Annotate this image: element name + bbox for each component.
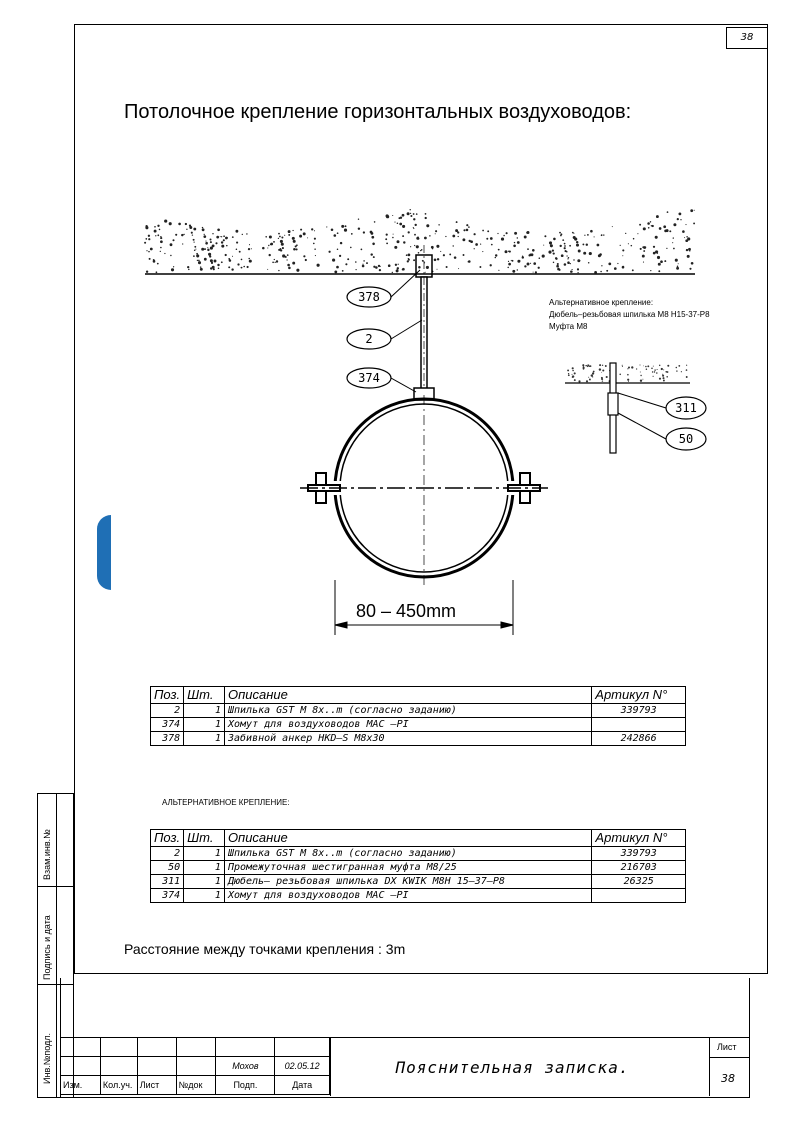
callout-311: 311	[675, 401, 697, 415]
ceiling-concrete	[144, 209, 695, 274]
table-row: 2 1 Шпилька GST M 8x..m (согласно заданию) 339793	[151, 847, 686, 861]
header-desc: Описание	[224, 830, 591, 847]
table-header-row	[151, 830, 686, 847]
table-row: 378 1 Забивной анкер HKD–S M8x30 242866	[151, 732, 686, 746]
stamp-label-replacement: Взам.инв.№	[42, 829, 52, 880]
spec-table-main	[150, 686, 686, 746]
alt-mount-heading: АЛЬТЕРНАТИВНОЕ КРЕПЛЕНИЕ:	[162, 798, 290, 807]
table-row: 50 1 Промежуточная шестигранная муфта M8/25 216703	[151, 861, 686, 875]
mount-distance-note: Расстояние между точками крепления : 3m	[124, 941, 406, 957]
stamp-label-signature-date: Подпись и дата	[42, 915, 52, 980]
decorative-blue-shape	[97, 515, 111, 590]
table-row: 374 1 Хомут для воздуховодов MAC –PI	[151, 889, 686, 903]
alt-mount-note	[549, 297, 710, 333]
alt-note-line1: Альтернативное крепление:	[549, 298, 654, 307]
page-title: Потолочное крепление горизонтальных воздуховодов:	[124, 101, 632, 123]
table-row: 2 1 Шпилька GST M 8x..m (согласно заданию) 339793	[151, 704, 686, 718]
callout-374: 374	[358, 371, 380, 385]
page-number-box: 38	[726, 27, 768, 49]
header-pos: Поз.	[151, 687, 184, 704]
header-qty: Шт.	[184, 830, 225, 847]
sheet-number: 38	[721, 1072, 735, 1085]
sheet-label: Лист	[717, 1042, 737, 1052]
alt-mount-drawing	[560, 345, 720, 455]
table-row: 311 1 Дюбель– резьбовая шпилька DX KWIK M8H 15–37–P8 26325	[151, 875, 686, 889]
header-article: Артикул N°	[592, 830, 686, 847]
callout-2: 2	[365, 332, 373, 346]
signer-name: Мохов	[216, 1057, 275, 1076]
header-qty: Шт.	[184, 687, 225, 704]
callout-50: 50	[678, 432, 694, 446]
callout-378: 378	[358, 290, 380, 304]
title-block	[60, 978, 750, 1098]
dimension-label: 80 – 450mm	[356, 601, 457, 621]
alt-note-line3: Муфта M8	[549, 322, 588, 331]
table-header-row	[151, 687, 686, 704]
title-block-grid: Мохов 02.05.12 Изм. Кол.уч. Лист №док Подп. Дата	[60, 1037, 330, 1095]
header-desc: Описание	[225, 687, 592, 704]
alt-note-line2: Дюбель–резьбовая шпилька M8 H15-37-P8	[549, 310, 710, 319]
table-row: 374 1 Хомут для воздуховодов MAC –PI	[151, 718, 686, 732]
document-title: Пояснительная записка.	[395, 1058, 630, 1077]
header-pos: Поз.	[151, 830, 184, 847]
sign-date: 02.05.12	[275, 1057, 330, 1076]
header-article: Артикул N°	[592, 687, 686, 704]
stamp-label-inventory: Инв.№подл.	[42, 1032, 52, 1084]
spec-table-alt	[150, 829, 686, 903]
